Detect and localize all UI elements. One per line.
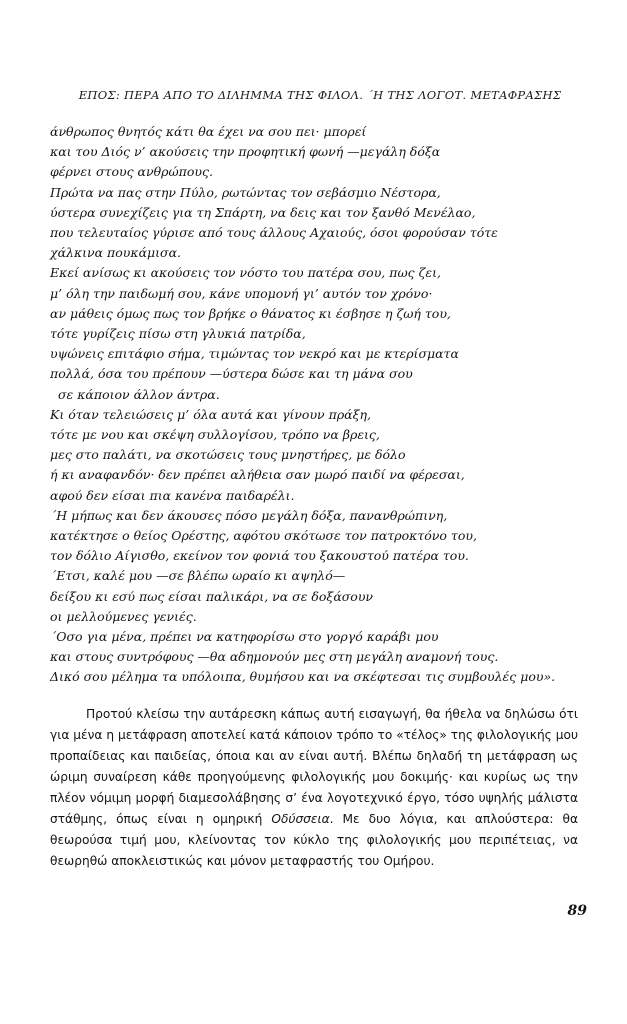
poem-line: Κι όταν τελειώσεις μ’ όλα αυτά και γίνουν πράξη, bbox=[50, 406, 371, 422]
poem-line: και στους συντρόφους —θα αδημονούν μες στη μεγάλη αναμονή τους. bbox=[50, 649, 499, 665]
paragraph-text-end: . Με δυο λόγια, και απλούστερα: θα θεωρούσα τιμή μου, κλείνοντας τον κύκλο της φιλολογικής μου περιπέτειας, να θεωρηθώ αποκλειστικώς και μόνον μεταφραστής του Ομήρου. bbox=[50, 812, 578, 868]
poem-excerpt bbox=[50, 122, 610, 688]
poem-line: κατέκτησε ο θείος Ορέστης, αφότου σκότωσε τον πατροκτόνο του, bbox=[50, 528, 477, 544]
poem-line: οι μελλούμενες γενιές. bbox=[50, 608, 197, 624]
poem-line: ΄Ετσι, καλέ μου —σε βλέπω ωραίο κι αψηλό— bbox=[50, 568, 346, 584]
poem-line: σε κάποιον άλλον άντρα. bbox=[58, 386, 220, 402]
paragraph-text bbox=[50, 704, 578, 872]
poem-line: ΄Η μήπως και δεν άκουσες πόσο μεγάλη δόξα, πανανθρώπινη, bbox=[50, 507, 448, 523]
poem-line: αν μάθεις όμως πως τον βρήκε ο θάνατος κι έσβησε η ζωή του, bbox=[50, 305, 451, 321]
poem-line: Δικό σου μέλημα τα υπόλοιπα, θυμήσου και να σκέφτεσαι τις συμβουλές μου». bbox=[50, 669, 556, 685]
poem-line: που τελευταίος γύρισε από τους άλλους Αχαιούς, όσοι φορούσαν τότε bbox=[50, 225, 498, 241]
work-title: Οδύσσεια bbox=[271, 812, 330, 826]
poem-line: άνθρωπος θνητός κάτι θα έχει να σου πει· μπορεί bbox=[50, 124, 367, 139]
poem-line: αφού δεν είσαι πια κανένα παιδαρέλι. bbox=[50, 487, 295, 503]
poem-line: μες στο παλάτι, να σκοτώσεις τους μνηστήρες, με δόλο bbox=[50, 447, 406, 463]
poem-line: Εκεί ανίσως κι ακούσεις τον νόστο του πατέρα σου, πως ζει, bbox=[50, 265, 441, 281]
poem-line: και του Διός ν’ ακούσεις την προφητική φωνή —μεγάλη δόξα bbox=[50, 144, 441, 160]
poem-line: δείξου κι εσύ πως είσαι παλικάρι, να σε δοξάσουν bbox=[50, 588, 374, 604]
poem-line: ΄Οσο για μένα, πρέπει να κατηφορίσω στο γοργό καράβι μου bbox=[50, 629, 439, 645]
body-paragraph bbox=[50, 704, 578, 872]
poem-line: Πρώτα να πας στην Πύλο, ρωτώντας τον σεβάσμιο Νέστορα, bbox=[50, 184, 441, 200]
poem-line: ύστερα συνεχίζεις για τη Σπάρτη, να δεις και τον ξανθό Μενέλαο, bbox=[50, 204, 476, 220]
poem-line: πολλά, όσα του πρέπουν —ύστερα δώσε και τη μάνα σου bbox=[50, 366, 413, 382]
poem-line: μ’ όλη την παιδωμή σου, κάνε υπομονή γι’ αυτόν τον χρόνο· bbox=[50, 285, 433, 301]
poem-line: χάλκινα πουκάμισα. bbox=[50, 245, 181, 261]
poem-line: τον δόλιο Αίγισθο, εκείνον τον φονιά του ξακουστού πατέρα του. bbox=[50, 548, 469, 564]
poem-line: φέρνει στους ανθρώπους. bbox=[50, 164, 213, 180]
poem-line: υψώνεις επιτάφιο σήμα, τιμώντας τον νεκρό και με κτερίσματα bbox=[50, 346, 459, 362]
poem-line: ή κι αναφανδόν· δεν πρέπει αλήθεια σαν μωρό παιδί να φέρεσαι, bbox=[50, 467, 465, 483]
poem-line: τότε με νου και σκέψη συλλογίσου, τρόπο να βρεις, bbox=[50, 427, 380, 443]
paragraph-text-start: Προτού κλείσω την αυτάρεσκη κάπως αυτή εισαγωγή, θα ήθελα να δηλώσω ότι για μένα η μετάφραση αποτελεί κατά κάποιον τρόπο το «τέλος» της φιλολογικής μου προπαίδειας και παιδείας, όποια και αν είναι αυτή. Βλέπω δηλαδή τη μετάφραση ως ώριμη συναίρεση κάθε προηγούμενης φιλολογικής μου δοκιμής· και κυρίως ως την πλέον νόμιμη μορφή διαμεσολάβησης σ’ ένα λογοτεχνικό έργο, τόσο υψηλής μάλιστα στάθμης, όπως είναι η ομηρική bbox=[50, 707, 578, 826]
poem-line: τότε γυρίζεις πίσω στη γλυκιά πατρίδα, bbox=[50, 326, 306, 342]
running-head: ΕΠΟΣ: ΠΕΡΑ ΑΠΟ ΤΟ ΔΙΛΗΜΜΑ ΤΗΣ ΦΙΛΟΛ. ΄Η ΤΗΣ ΛΟΓΟΤ. ΜΕΤΑΦΡΑΣΗΣ bbox=[78, 88, 562, 102]
page-number: 89 bbox=[567, 903, 587, 919]
